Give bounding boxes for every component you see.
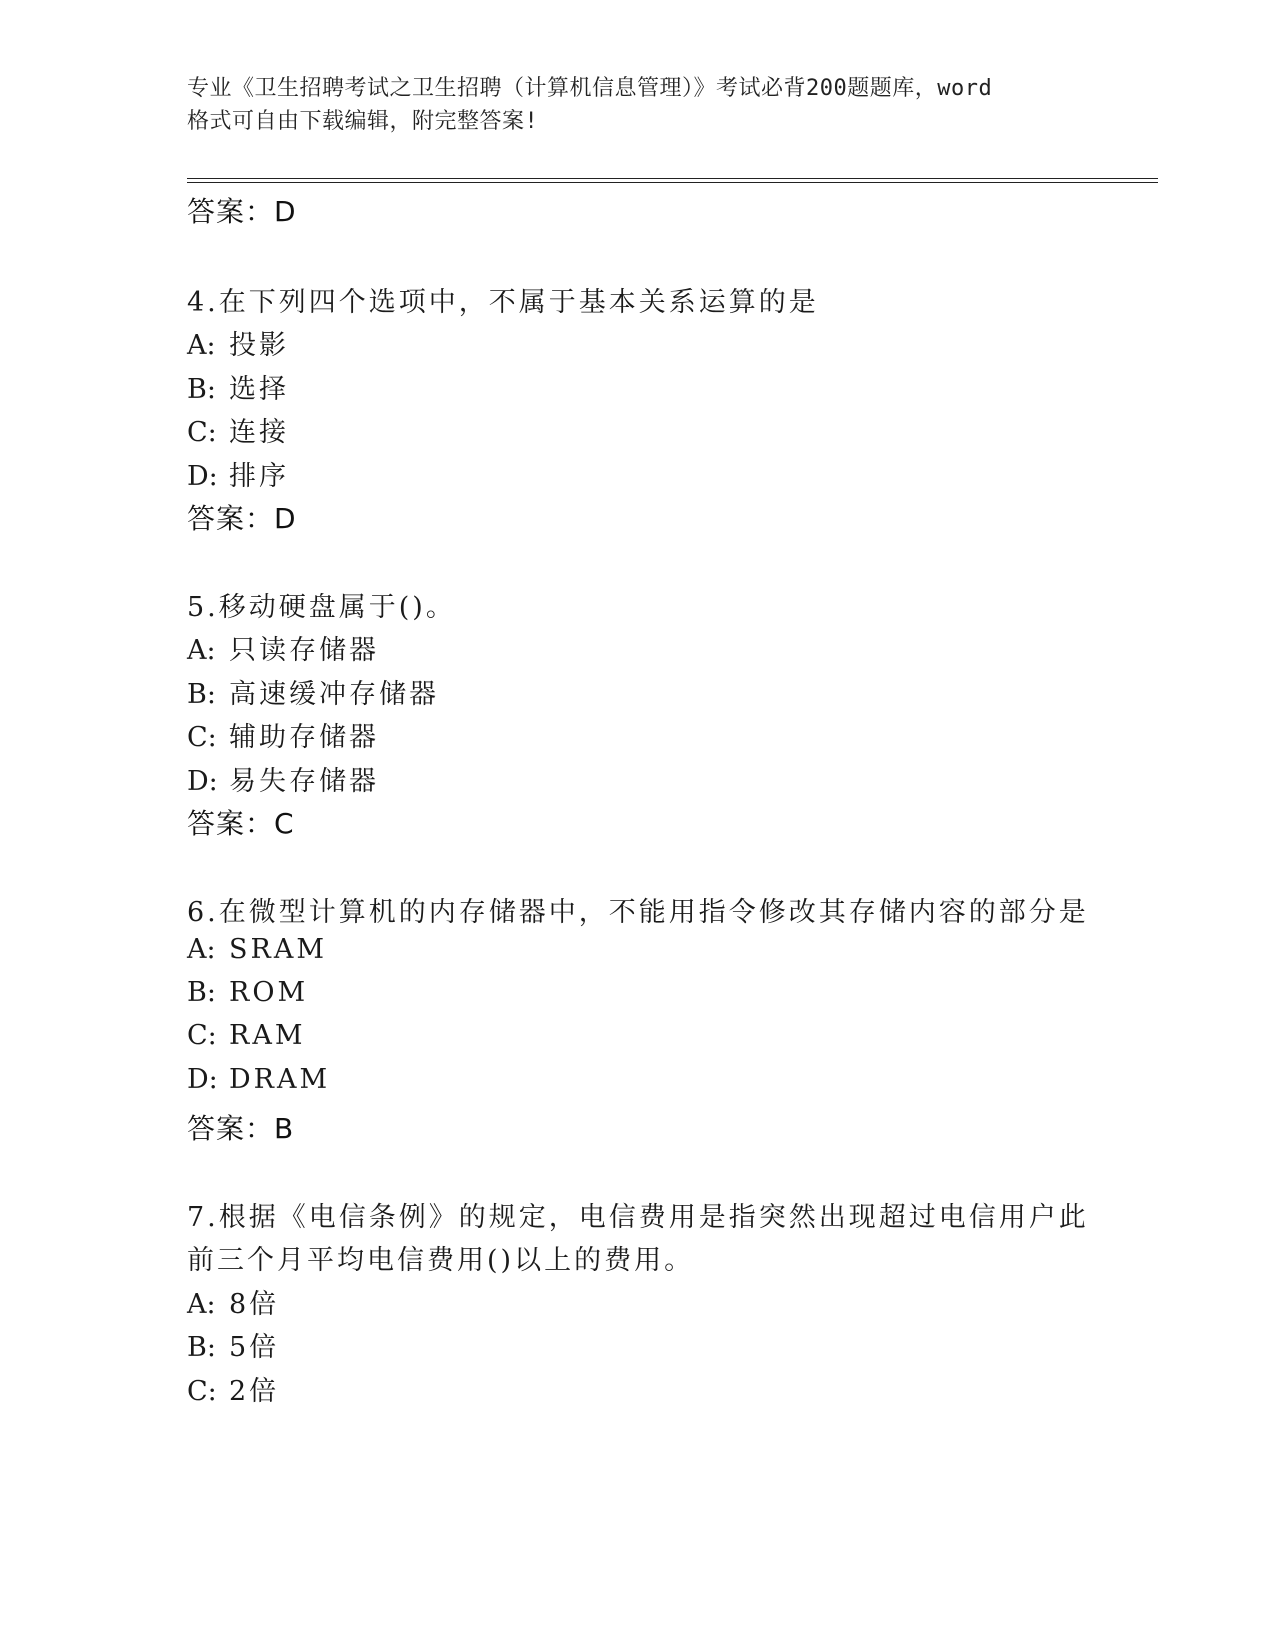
option-text: SRAM	[229, 934, 327, 965]
option-label: B:	[187, 679, 216, 710]
option-line	[187, 367, 289, 406]
option-label: C:	[187, 1376, 217, 1407]
option-text: ROM	[229, 977, 309, 1008]
option-line	[187, 1325, 279, 1364]
option-label: D:	[187, 1064, 218, 1095]
option-label: B:	[187, 977, 216, 1008]
option-text: 投影	[229, 330, 289, 361]
option-line	[187, 672, 439, 711]
option-label: B:	[187, 1332, 216, 1363]
option-line	[187, 1020, 305, 1051]
question-text: 6.在微型计算机的内存储器中，不能用指令修改其存储内容的部分是	[187, 897, 1089, 928]
option-line	[187, 715, 379, 754]
answer-line: 答案：C	[187, 807, 295, 840]
option-label: C:	[187, 417, 217, 448]
option-label: C:	[187, 1020, 217, 1051]
answer-line: 答案：D	[187, 195, 297, 228]
option-label: A:	[187, 1289, 216, 1320]
question-text: 5.移动硬盘属于()。	[187, 592, 456, 623]
option-line	[187, 977, 308, 1008]
option-text: 易失存储器	[229, 766, 379, 797]
option-text: 只读存储器	[229, 635, 379, 666]
option-line	[187, 628, 379, 667]
option-text: DRAM	[229, 1064, 331, 1095]
option-line	[187, 1064, 330, 1095]
option-text: 选择	[229, 374, 289, 405]
option-line	[187, 410, 289, 449]
question-text-continued: 前三个月平均电信费用()以上的费用。	[187, 1245, 695, 1276]
document-header	[187, 72, 1087, 138]
question-text: 7.根据《电信条例》的规定，电信费用是指突然出现超过电信用户此	[187, 1202, 1089, 1233]
option-text: 8倍	[229, 1289, 280, 1320]
option-text: 排序	[229, 461, 289, 492]
option-line	[187, 323, 289, 362]
option-text: 辅助存储器	[229, 722, 379, 753]
option-label: A:	[187, 635, 216, 666]
option-line	[187, 1282, 279, 1321]
option-text: RAM	[229, 1020, 306, 1051]
option-label: D:	[187, 766, 218, 797]
option-label: A:	[187, 934, 216, 965]
option-text: 高速缓冲存储器	[229, 679, 439, 710]
option-label: D:	[187, 461, 218, 492]
answer-line: 答案：B	[187, 1112, 295, 1145]
option-text: 连接	[229, 417, 289, 448]
option-label: A:	[187, 330, 216, 361]
option-line	[187, 759, 379, 798]
answer-line: 答案：D	[187, 502, 297, 535]
header-rule-bottom	[187, 182, 1158, 183]
option-line	[187, 454, 289, 493]
header-line-2: 格式可自由下载编辑，附完整答案!	[187, 109, 539, 134]
option-line	[187, 934, 327, 965]
option-text: 2倍	[229, 1376, 280, 1407]
option-line	[187, 1369, 279, 1408]
header-rule-top	[187, 178, 1158, 179]
option-text: 5倍	[229, 1332, 280, 1363]
question-text: 4.在下列四个选项中，不属于基本关系运算的是	[187, 287, 819, 318]
option-label: B:	[187, 374, 216, 405]
header-line-1: 专业《卫生招聘考试之卫生招聘（计算机信息管理）》考试必背200题题库，word	[187, 76, 993, 101]
option-label: C:	[187, 722, 217, 753]
